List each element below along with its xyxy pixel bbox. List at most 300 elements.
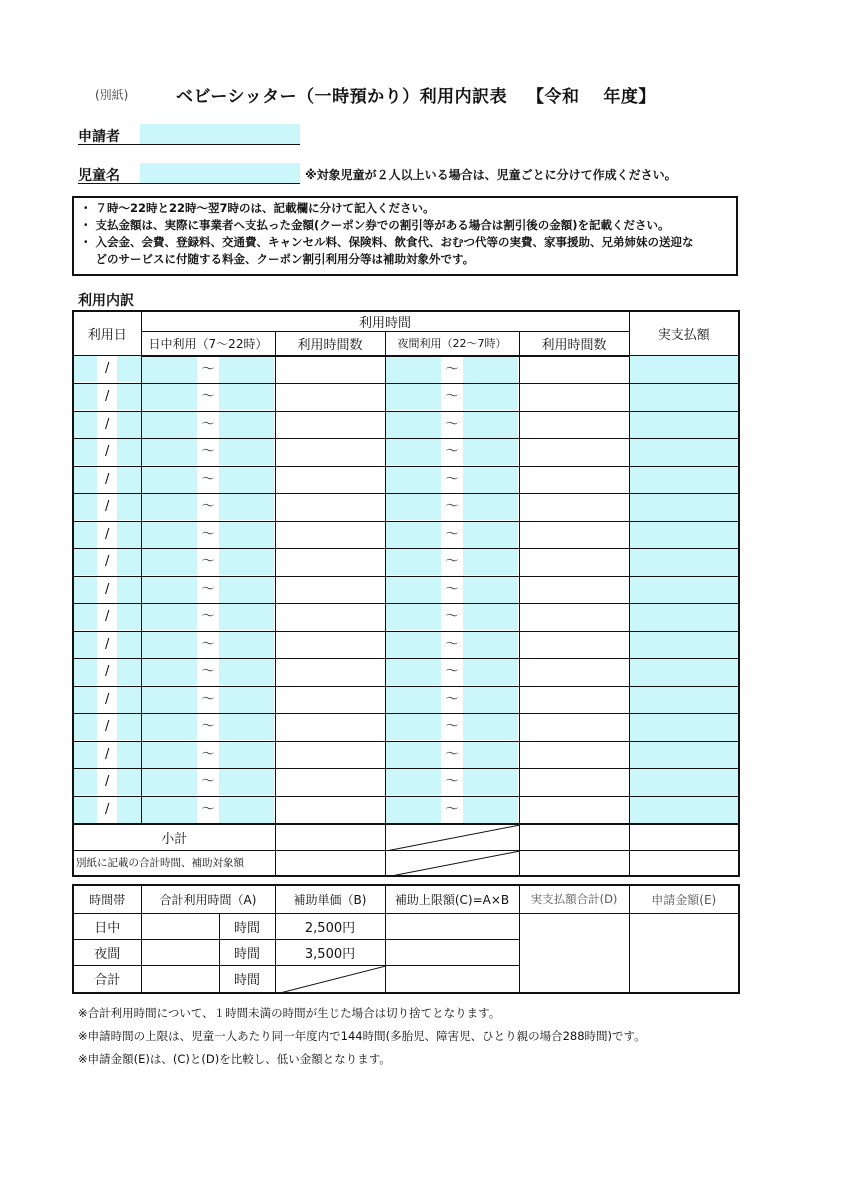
night-time-cell[interactable] [385, 356, 519, 384]
date-slash: / [105, 471, 110, 487]
night-hours-cell[interactable] [519, 714, 629, 742]
night-hours-cell[interactable] [519, 466, 629, 494]
date-slash: / [105, 416, 110, 432]
day-end-input[interactable] [219, 659, 275, 685]
night-time-cell[interactable] [385, 494, 519, 522]
day-hours-cell[interactable] [275, 384, 385, 412]
date-cell[interactable] [73, 714, 141, 742]
day-end-input[interactable] [219, 494, 275, 520]
month-input[interactable] [74, 356, 97, 382]
month-input[interactable] [74, 522, 97, 548]
day-hours-cell[interactable] [275, 494, 385, 522]
month-input[interactable] [74, 412, 97, 438]
day-start-input[interactable] [142, 632, 198, 658]
paid-amount-input[interactable] [629, 769, 739, 797]
date-cell[interactable] [73, 494, 141, 522]
month-input[interactable] [74, 604, 97, 630]
date-cell[interactable] [73, 384, 141, 412]
other-sheet-night-hours[interactable] [519, 850, 629, 876]
night-tilde: ～ [445, 746, 459, 762]
paid-amount-input[interactable] [629, 494, 739, 522]
paid-amount-input[interactable] [629, 686, 739, 714]
summary-price: 3,500円 [275, 939, 385, 965]
date-slash: / [105, 499, 110, 514]
night-hours-cell[interactable] [519, 741, 629, 769]
month-input[interactable] [74, 742, 97, 768]
paid-amount-input[interactable] [629, 796, 739, 824]
date-slash: / [105, 719, 110, 734]
paid-amount-input[interactable] [629, 741, 739, 769]
date-cell[interactable] [73, 356, 141, 384]
night-start-input[interactable] [386, 742, 442, 768]
date-cell[interactable] [73, 741, 141, 769]
summary-header-paid-total: 実支払額合計(D) [519, 885, 629, 913]
day-input[interactable] [117, 522, 140, 548]
night-tilde: ～ [445, 691, 459, 707]
paid-amount-input[interactable] [629, 439, 739, 467]
night-time-cell[interactable] [385, 796, 519, 824]
day-input[interactable] [117, 687, 140, 713]
day-start-input[interactable] [142, 494, 198, 520]
summary-table [72, 884, 740, 994]
summary-band: 合計 [73, 965, 141, 993]
day-tilde: ～ [201, 416, 215, 432]
day-input[interactable] [117, 384, 140, 410]
day-time-cell[interactable] [141, 576, 275, 604]
month-input[interactable] [74, 577, 97, 603]
night-start-input[interactable] [386, 797, 442, 823]
night-start-input[interactable] [386, 549, 442, 575]
summary-unit: 時間 [219, 965, 275, 993]
day-input[interactable] [117, 769, 140, 795]
day-end-input[interactable] [219, 604, 275, 630]
paid-amount-input[interactable] [629, 659, 739, 687]
day-tilde: ～ [201, 719, 215, 735]
night-hours-cell[interactable] [519, 494, 629, 522]
night-end-input[interactable] [463, 522, 519, 548]
day-time-cell[interactable] [141, 411, 275, 439]
night-start-input[interactable] [386, 714, 442, 740]
summary-cap-value[interactable] [385, 939, 519, 965]
applicant-label: 申請者 [78, 126, 140, 145]
summary-request-value[interactable] [629, 913, 739, 993]
attachment-label: (別紙) [95, 88, 129, 102]
day-hours-cell[interactable] [275, 604, 385, 632]
day-hours-cell[interactable] [275, 659, 385, 687]
day-time-cell[interactable] [141, 384, 275, 412]
night-time-cell[interactable] [385, 576, 519, 604]
night-start-input[interactable] [386, 769, 442, 795]
summary-paid-total-value[interactable] [519, 913, 629, 993]
night-start-input[interactable] [386, 494, 442, 520]
night-end-input[interactable] [463, 357, 519, 383]
day-time-cell[interactable] [141, 714, 275, 742]
day-time-cell[interactable] [141, 631, 275, 659]
section-title: 利用内訳 [78, 293, 134, 309]
table-row [73, 466, 739, 494]
summary-hours-input[interactable] [141, 965, 219, 993]
night-tilde: ～ [445, 774, 459, 790]
date-cell[interactable] [73, 549, 141, 577]
table-row [73, 769, 739, 797]
night-tilde: ～ [445, 636, 459, 652]
date-slash: / [105, 526, 110, 542]
day-input[interactable] [117, 797, 140, 823]
night-end-input[interactable] [463, 797, 519, 823]
day-time-cell[interactable] [141, 659, 275, 687]
child-name-input[interactable] [140, 163, 300, 184]
night-hours-cell[interactable] [519, 521, 629, 549]
day-time-cell[interactable] [141, 439, 275, 467]
day-start-input[interactable] [142, 797, 198, 823]
day-tilde: ～ [201, 746, 215, 762]
night-end-input[interactable] [463, 384, 519, 410]
date-cell[interactable] [73, 411, 141, 439]
day-time-cell[interactable] [141, 796, 275, 824]
footnote: ※申請時間の上限は、児童一人あたり同一年度内で144時間(多胎児、障害児、ひとり親の場合288時間)です。 [78, 1029, 646, 1043]
day-input[interactable] [117, 549, 140, 575]
day-end-input[interactable] [219, 632, 275, 658]
night-hours-cell[interactable] [519, 549, 629, 577]
night-time-cell[interactable] [385, 686, 519, 714]
day-tilde: ～ [201, 664, 215, 680]
day-start-input[interactable] [142, 522, 198, 548]
day-start-input[interactable] [142, 439, 198, 465]
col-day-hours-header: 利用時間数 [275, 332, 385, 356]
table-row [73, 521, 739, 549]
day-hours-cell[interactable] [275, 439, 385, 467]
night-tilde: ～ [445, 719, 459, 735]
month-input[interactable] [74, 687, 97, 713]
diagonal-line-icon [276, 966, 386, 994]
night-tilde: ～ [445, 801, 459, 817]
day-tilde: ～ [201, 389, 215, 405]
date-slash: / [105, 746, 110, 762]
day-start-input[interactable] [142, 357, 198, 383]
child-label: 児童名 [78, 165, 140, 184]
other-sheet-paid[interactable] [629, 850, 739, 876]
paid-amount-input[interactable] [629, 411, 739, 439]
day-end-input[interactable] [219, 522, 275, 548]
summary-hours-input[interactable] [141, 939, 219, 965]
day-start-input[interactable] [142, 769, 198, 795]
day-hours-cell[interactable] [275, 631, 385, 659]
night-start-input[interactable] [386, 604, 442, 630]
night-time-cell[interactable] [385, 604, 519, 632]
night-start-input[interactable] [386, 384, 442, 410]
month-input[interactable] [74, 714, 97, 740]
col-time-header: 利用時間 [141, 311, 629, 332]
subtotal-label: 小計 [73, 824, 275, 850]
month-input[interactable] [74, 797, 97, 823]
summary-unit: 時間 [219, 913, 275, 939]
night-tilde: ～ [445, 416, 459, 432]
table-row [73, 604, 739, 632]
night-time-cell[interactable] [385, 521, 519, 549]
night-time-cell[interactable] [385, 439, 519, 467]
day-end-input[interactable] [219, 742, 275, 768]
day-hours-cell[interactable] [275, 521, 385, 549]
table-row [73, 494, 739, 522]
night-time-cell[interactable] [385, 769, 519, 797]
night-tilde: ～ [445, 361, 459, 377]
date-slash: / [105, 444, 110, 459]
day-end-input[interactable] [219, 687, 275, 713]
paid-amount-input[interactable] [629, 714, 739, 742]
fiscal-year-label: 【令和 年度】 [527, 87, 656, 107]
day-start-input[interactable] [142, 549, 198, 575]
night-time-cell[interactable] [385, 714, 519, 742]
date-cell[interactable] [73, 631, 141, 659]
day-end-input[interactable] [219, 714, 275, 740]
day-start-input[interactable] [142, 604, 198, 630]
subtotal-paid[interactable] [629, 824, 739, 850]
summary-header-request: 申請金額(E) [629, 885, 739, 913]
child-note: ※対象児童が２人以上いる場合は、児童ごとに分けて作成ください。 [305, 168, 677, 182]
day-tilde: ～ [201, 444, 215, 460]
day-end-input[interactable] [219, 412, 275, 438]
night-end-input[interactable] [463, 439, 519, 465]
night-tilde: ～ [445, 444, 459, 460]
night-hours-cell[interactable] [519, 576, 629, 604]
footnote: ※申請金額(E)は、(C)と(D)を比較し、低い金額となります。 [78, 1052, 391, 1066]
night-end-input[interactable] [463, 632, 519, 658]
night-end-input[interactable] [463, 659, 519, 685]
night-end-input[interactable] [463, 467, 519, 493]
date-slash: / [105, 691, 110, 707]
night-end-input[interactable] [463, 549, 519, 575]
day-time-cell[interactable] [141, 741, 275, 769]
day-end-input[interactable] [219, 549, 275, 575]
month-input[interactable] [74, 659, 97, 685]
day-start-input[interactable] [142, 659, 198, 685]
night-start-input[interactable] [386, 522, 442, 548]
other-sheet-night-na [385, 850, 519, 876]
month-input[interactable] [74, 632, 97, 658]
night-time-cell[interactable] [385, 384, 519, 412]
day-hours-cell[interactable] [275, 741, 385, 769]
day-hours-cell[interactable] [275, 549, 385, 577]
day-input[interactable] [117, 467, 140, 493]
subtotal-night-hours[interactable] [519, 824, 629, 850]
day-end-input[interactable] [219, 384, 275, 410]
day-time-cell[interactable] [141, 466, 275, 494]
paid-amount-input[interactable] [629, 521, 739, 549]
day-start-input[interactable] [142, 687, 198, 713]
day-tilde: ～ [201, 581, 215, 597]
day-input[interactable] [117, 439, 140, 465]
day-time-cell[interactable] [141, 356, 275, 384]
date-cell[interactable] [73, 659, 141, 687]
night-time-cell[interactable] [385, 659, 519, 687]
summary-cap-value[interactable] [385, 913, 519, 939]
night-time-cell[interactable] [385, 631, 519, 659]
night-tilde: ～ [445, 609, 459, 625]
day-start-input[interactable] [142, 577, 198, 603]
night-end-input[interactable] [463, 604, 519, 630]
paid-amount-input[interactable] [629, 466, 739, 494]
day-start-input[interactable] [142, 742, 198, 768]
col-day-header: 日中利用（7～22時） [141, 332, 275, 356]
night-start-input[interactable] [386, 687, 442, 713]
day-hours-cell[interactable] [275, 576, 385, 604]
night-hours-cell[interactable] [519, 631, 629, 659]
day-tilde: ～ [201, 526, 215, 542]
date-slash: / [105, 801, 110, 817]
date-cell[interactable] [73, 466, 141, 494]
day-end-input[interactable] [219, 357, 275, 383]
night-time-cell[interactable] [385, 411, 519, 439]
day-time-cell[interactable] [141, 604, 275, 632]
day-input[interactable] [117, 604, 140, 630]
paid-amount-input[interactable] [629, 356, 739, 384]
night-end-input[interactable] [463, 742, 519, 768]
day-tilde: ～ [201, 609, 215, 625]
night-start-input[interactable] [386, 467, 442, 493]
day-tilde: ～ [201, 554, 215, 570]
day-hours-cell[interactable] [275, 714, 385, 742]
other-sheet-day-hours[interactable] [275, 850, 385, 876]
month-input[interactable] [74, 439, 97, 465]
day-input[interactable] [117, 742, 140, 768]
night-hours-cell[interactable] [519, 769, 629, 797]
date-slash: / [105, 609, 110, 624]
night-end-input[interactable] [463, 494, 519, 520]
day-end-input[interactable] [219, 467, 275, 493]
night-tilde: ～ [445, 526, 459, 542]
night-hours-cell[interactable] [519, 604, 629, 632]
night-time-cell[interactable] [385, 741, 519, 769]
night-tilde: ～ [445, 581, 459, 597]
day-start-input[interactable] [142, 384, 198, 410]
day-time-cell[interactable] [141, 769, 275, 797]
day-end-input[interactable] [219, 577, 275, 603]
night-end-input[interactable] [463, 577, 519, 603]
table-row [73, 714, 739, 742]
day-time-cell[interactable] [141, 686, 275, 714]
date-slash: / [105, 389, 110, 404]
date-cell[interactable] [73, 604, 141, 632]
day-input[interactable] [117, 356, 140, 382]
day-start-input[interactable] [142, 412, 198, 438]
night-hours-cell[interactable] [519, 659, 629, 687]
date-cell[interactable] [73, 576, 141, 604]
night-hours-cell[interactable] [519, 384, 629, 412]
table-row [73, 741, 739, 769]
day-tilde: ～ [201, 636, 215, 652]
col-paid-header: 実支払額 [629, 311, 739, 356]
applicant-input[interactable] [140, 124, 300, 145]
summary-hours-input[interactable] [141, 913, 219, 939]
paid-amount-input[interactable] [629, 604, 739, 632]
night-end-input[interactable] [463, 412, 519, 438]
subtotal-day-hours[interactable] [275, 824, 385, 850]
date-cell[interactable] [73, 521, 141, 549]
day-end-input[interactable] [219, 769, 275, 795]
day-input[interactable] [117, 659, 140, 685]
night-hours-cell[interactable] [519, 686, 629, 714]
col-date-header: 利用日 [73, 311, 141, 356]
day-input[interactable] [117, 412, 140, 438]
day-input[interactable] [117, 494, 140, 520]
night-hours-cell[interactable] [519, 356, 629, 384]
night-tilde: ～ [445, 554, 459, 570]
table-row [73, 686, 739, 714]
date-cell[interactable] [73, 769, 141, 797]
month-input[interactable] [74, 549, 97, 575]
day-input[interactable] [117, 714, 140, 740]
date-cell[interactable] [73, 439, 141, 467]
night-tilde: ～ [445, 499, 459, 515]
day-hours-cell[interactable] [275, 466, 385, 494]
date-slash: / [105, 636, 110, 652]
day-input[interactable] [117, 632, 140, 658]
day-hours-cell[interactable] [275, 769, 385, 797]
table-row [73, 659, 739, 687]
night-end-input[interactable] [463, 769, 519, 795]
day-time-cell[interactable] [141, 494, 275, 522]
paid-amount-input[interactable] [629, 576, 739, 604]
paid-amount-input[interactable] [629, 631, 739, 659]
date-cell[interactable] [73, 796, 141, 824]
table-row [73, 384, 739, 412]
day-tilde: ～ [201, 361, 215, 377]
paid-amount-input[interactable] [629, 549, 739, 577]
day-hours-cell[interactable] [275, 356, 385, 384]
month-input[interactable] [74, 494, 97, 520]
night-time-cell[interactable] [385, 466, 519, 494]
day-end-input[interactable] [219, 439, 275, 465]
subtotal-night-na [385, 824, 519, 850]
night-hours-cell[interactable] [519, 439, 629, 467]
night-start-input[interactable] [386, 439, 442, 465]
day-tilde: ～ [201, 471, 215, 487]
date-slash: / [105, 774, 110, 789]
day-time-cell[interactable] [141, 521, 275, 549]
night-start-input[interactable] [386, 632, 442, 658]
night-end-input[interactable] [463, 687, 519, 713]
night-hours-cell[interactable] [519, 411, 629, 439]
day-hours-cell[interactable] [275, 796, 385, 824]
month-input[interactable] [74, 467, 97, 493]
note-line: ・ ７時～22時と22時～翌7時のは、記載欄に分けて記入ください。 [80, 201, 435, 215]
night-end-input[interactable] [463, 714, 519, 740]
night-hours-cell[interactable] [519, 796, 629, 824]
night-start-input[interactable] [386, 659, 442, 685]
day-time-cell[interactable] [141, 549, 275, 577]
day-input[interactable] [117, 577, 140, 603]
night-start-input[interactable] [386, 412, 442, 438]
month-input[interactable] [74, 384, 97, 410]
diagonal-line-icon [386, 825, 520, 850]
table-row [73, 549, 739, 577]
summary-band: 夜間 [73, 939, 141, 965]
day-hours-cell[interactable] [275, 411, 385, 439]
day-hours-cell[interactable] [275, 686, 385, 714]
date-slash: / [105, 664, 110, 679]
night-start-input[interactable] [386, 357, 442, 383]
date-cell[interactable] [73, 686, 141, 714]
day-start-input[interactable] [142, 467, 198, 493]
paid-amount-input[interactable] [629, 384, 739, 412]
day-start-input[interactable] [142, 714, 198, 740]
date-slash: / [105, 361, 110, 376]
summary-cap-value[interactable] [385, 965, 519, 993]
day-end-input[interactable] [219, 797, 275, 823]
night-time-cell[interactable] [385, 549, 519, 577]
night-start-input[interactable] [386, 577, 442, 603]
month-input[interactable] [74, 769, 97, 795]
